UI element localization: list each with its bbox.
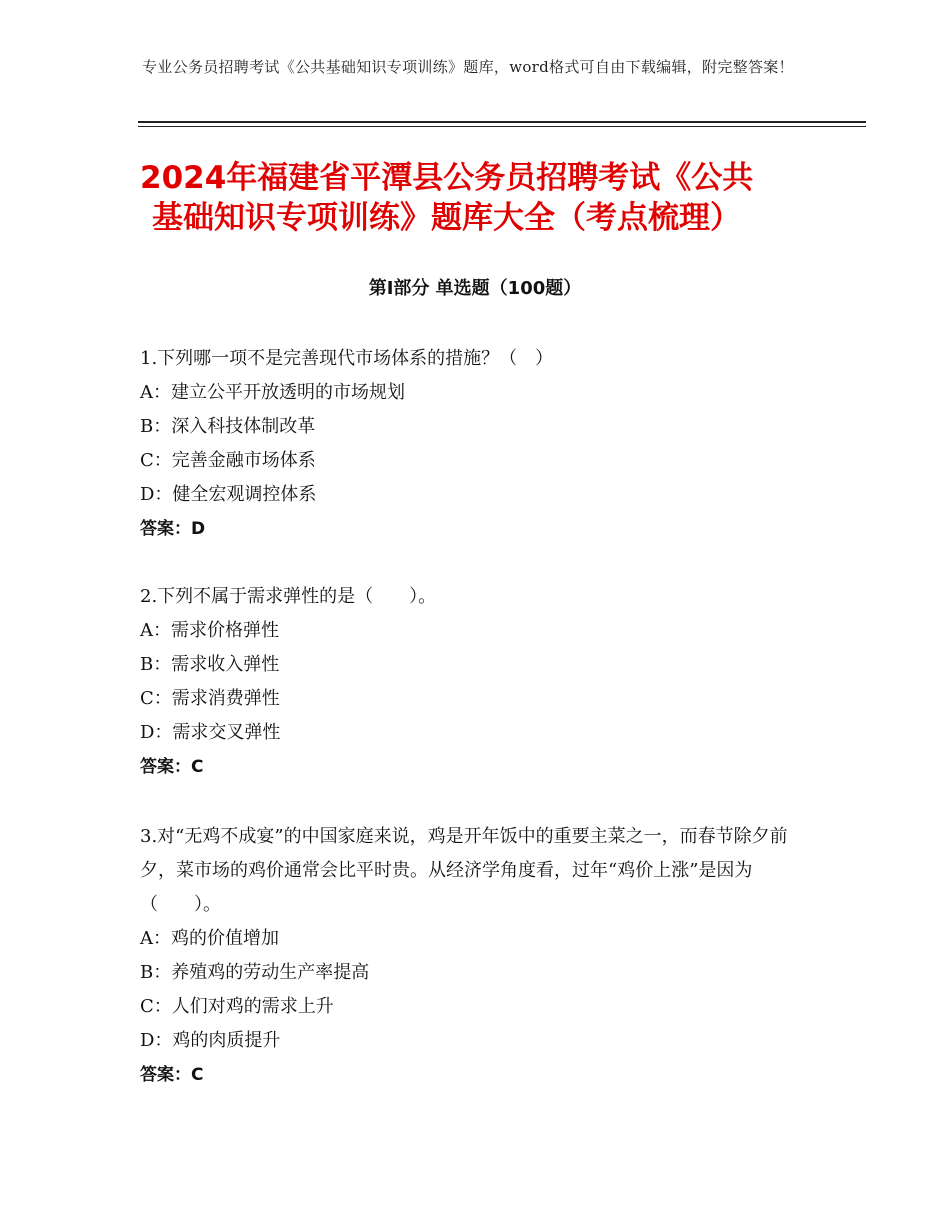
header-divider-thin [138, 126, 866, 127]
document-title-line-1: 2024年福建省平潭县公务员招聘考试《公共 [140, 160, 754, 196]
question-stem: 1.下列哪一项不是完善现代市场体系的措施？（ ） [140, 348, 554, 369]
option-c: C：完善金融市场体系 [140, 450, 316, 471]
option-a: A：鸡的价值增加 [140, 928, 279, 949]
option-d: D：鸡的肉质提升 [140, 1030, 281, 1051]
answer-label: 答案：C [140, 1065, 204, 1085]
question-stem: 2.下列不属于需求弹性的是（ ）。 [140, 586, 437, 607]
question-stem: 3.对“无鸡不成宴”的中国家庭来说，鸡是开年饭中的重要主菜之一，而春节除夕前夕，菜市场的鸡价通常会比平时贵。从经济学角度看，过年“鸡价上涨”是因为（ ）。 [140, 826, 788, 915]
header-note: 专业公务员招聘考试《公共基础知识专项训练》题库，word格式可自由下载编辑，附完整答案！ [142, 58, 794, 76]
answer-label: 答案：D [140, 519, 206, 539]
option-b: B：需求收入弹性 [140, 654, 280, 675]
section-heading: 第Ⅰ部分 单选题（100题） [368, 278, 582, 299]
option-c: C：需求消费弹性 [140, 688, 280, 709]
option-d: D：健全宏观调控体系 [140, 484, 317, 505]
option-c: C：人们对鸡的需求上升 [140, 996, 334, 1017]
answer-label: 答案：C [140, 757, 204, 777]
question-block [140, 580, 820, 784]
document-title-line-2: 基础知识专项训练》题库大全（考点梳理） [152, 200, 741, 236]
question-block [140, 342, 820, 546]
document-title [140, 158, 840, 238]
option-b: B：深入科技体制改革 [140, 416, 316, 437]
option-a: A：建立公平开放透明的市场规划 [140, 382, 405, 403]
option-a: A：需求价格弹性 [140, 620, 279, 641]
option-b: B：养殖鸡的劳动生产率提高 [140, 962, 370, 983]
option-d: D：需求交叉弹性 [140, 722, 281, 743]
question-block [140, 820, 820, 1092]
header-divider-thick [138, 121, 866, 123]
